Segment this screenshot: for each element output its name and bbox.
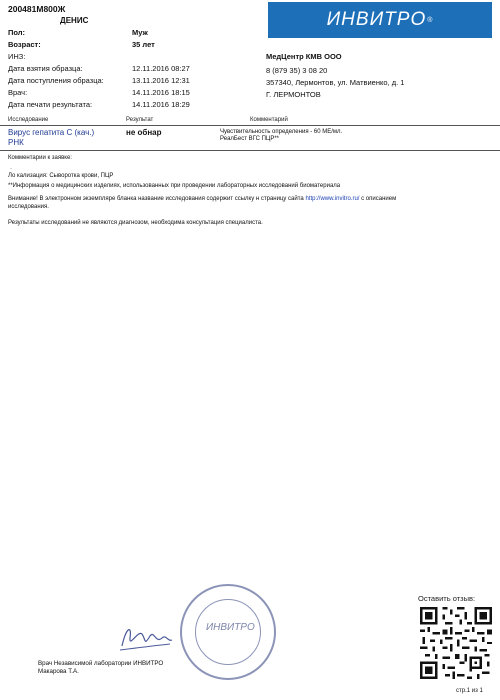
lab-name: МедЦентр КМВ ООО bbox=[266, 52, 342, 61]
invitro-site-link[interactable]: http://www.invitro.ru/ bbox=[305, 196, 360, 202]
result-test-name[interactable] bbox=[8, 128, 94, 148]
doctor-title: Врач Независимой лаборатории ИНВИТРО bbox=[38, 660, 164, 667]
patient-id: 200481M800Ж bbox=[8, 4, 66, 14]
page-number: стр.1 из 1 bbox=[456, 688, 483, 694]
lab-phone: 8 (879 35) 3 08 20 bbox=[266, 66, 328, 75]
results-table-header bbox=[0, 116, 500, 126]
received-date-value: 13.11.2016 12:31 bbox=[132, 76, 190, 85]
feedback-label: Оставить отзыв: bbox=[418, 594, 476, 603]
feedback-qr-icon[interactable] bbox=[420, 605, 492, 681]
comment-line2: РеалБест ВГС ПЦР** bbox=[220, 136, 280, 142]
table-divider bbox=[0, 150, 500, 151]
doctor-value: 14.11.2016 18:15 bbox=[132, 88, 190, 97]
age-label: Возраст: bbox=[8, 40, 41, 49]
col-result-header: Результат bbox=[126, 117, 154, 123]
sex-value: Муж bbox=[132, 28, 148, 37]
doctor-label: Врач: bbox=[8, 88, 28, 97]
footnote-text: **Информация о медицинских изделиях, использованных при проведении лабораторных исследований биоматериала bbox=[8, 183, 341, 189]
print-date-value: 14.11.2016 18:29 bbox=[132, 100, 190, 109]
warning-start: Внимание! В электронном экземпляре бланка название исследования содержит ссылку н bbox=[8, 196, 260, 202]
lab-address: 357340, Лермонтов, ул. Матвиенко, д. 1 bbox=[266, 78, 405, 87]
age-value: 35 лет bbox=[132, 40, 155, 49]
result-comment bbox=[220, 129, 430, 143]
disclaimer-text: Результаты исследований не являются диагнозом, необходима консультация специалиста. bbox=[8, 220, 263, 226]
invitro-logo bbox=[268, 2, 492, 38]
inz-label: ИНЗ: bbox=[8, 52, 26, 61]
warning-end: с описанием bbox=[359, 196, 397, 202]
received-date-label: Дата поступления образца: bbox=[8, 76, 104, 85]
print-date-label: Дата печати результата: bbox=[8, 100, 93, 109]
warning-line2: исследования. bbox=[8, 203, 49, 210]
test-name-line2[interactable]: РНК bbox=[8, 138, 24, 147]
signature-image bbox=[116, 620, 176, 656]
doctor-signature-block bbox=[38, 660, 163, 676]
test-name-line1[interactable]: Вирус гепатита С (кач.) bbox=[8, 128, 95, 137]
sample-date-label: Дата взятия образца: bbox=[8, 64, 83, 73]
stamp-text: ИНВИТРО bbox=[206, 622, 255, 633]
result-value: не обнар bbox=[126, 128, 162, 137]
warning-mid: страницу сайта bbox=[259, 196, 306, 202]
col-comment-header: Комментарий bbox=[250, 117, 288, 123]
patient-name: ДЕНИС bbox=[60, 16, 89, 25]
bullet-mark: · bbox=[10, 166, 12, 172]
sample-date-value: 12.11.2016 08:27 bbox=[132, 64, 190, 73]
sex-label: Пол: bbox=[8, 28, 26, 37]
request-comments-label: Комментарии к заявке: bbox=[8, 155, 72, 161]
col-test-header: Исследование bbox=[8, 117, 49, 123]
comment-line1: Чувствительность определения - 60 МЕ/мл. bbox=[220, 129, 343, 135]
localization-note: Ло кализация: Сыворотка крови, ПЦР bbox=[8, 173, 114, 179]
warning-text bbox=[8, 196, 496, 211]
lab-city: Г. ЛЕРМОНТОВ bbox=[266, 90, 321, 99]
doctor-name: Макарова Т.А. bbox=[38, 668, 79, 675]
logo-registered-mark: ® bbox=[427, 16, 434, 24]
logo-text: ИНВИТРО bbox=[326, 9, 427, 30]
